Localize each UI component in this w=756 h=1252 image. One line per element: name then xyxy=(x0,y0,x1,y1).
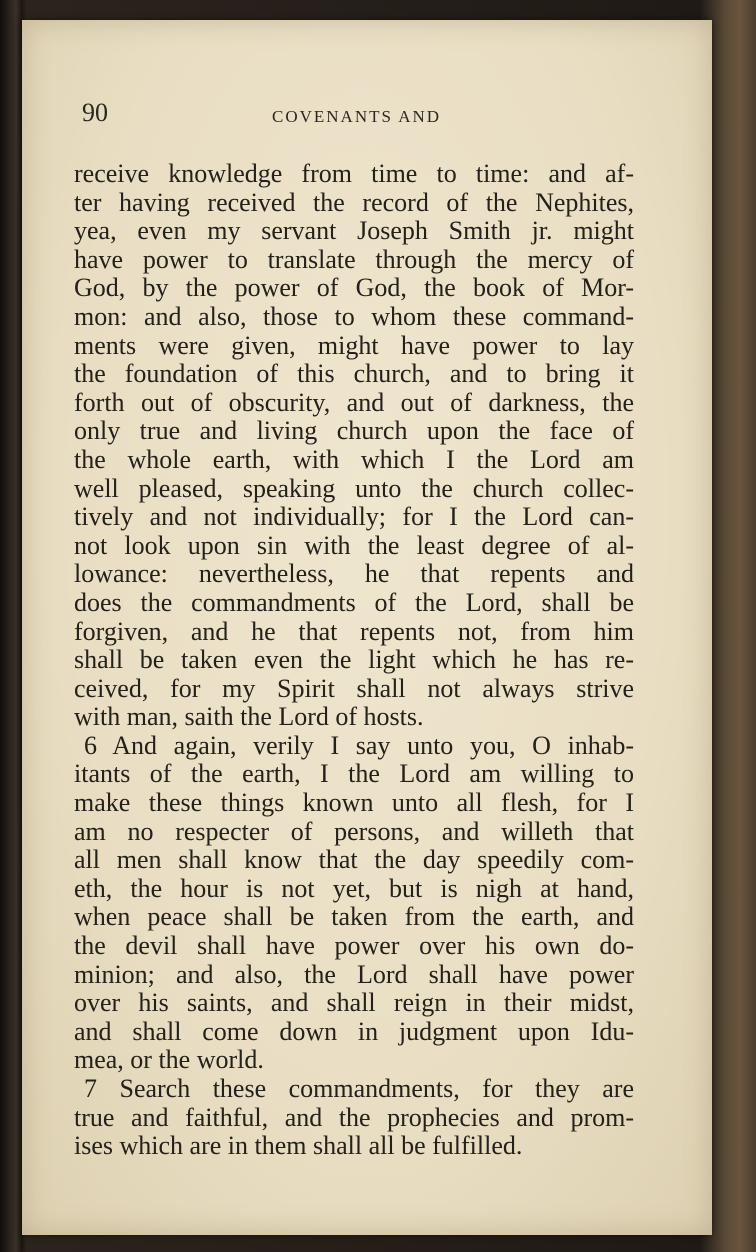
text-line: when peace shall be taken from the earth, and xyxy=(74,902,634,932)
text-line: over his saints, and shall reign in their midst, xyxy=(74,988,634,1018)
verse-start-line: 7 Search these commandments, for they are xyxy=(84,1074,634,1103)
verse-start-line: 6 And again, verily I say unto you, O inhab- xyxy=(84,730,634,760)
text-line: all men shall know that the day speedily com- xyxy=(74,845,634,875)
text-line: yea, even my servant Joseph Smith jr. might xyxy=(74,216,634,246)
book-page xyxy=(22,20,712,1235)
text-line: tively and not individually; for I the Lord can- xyxy=(74,502,634,532)
text-line: mon: and also, those to whom these command- xyxy=(74,301,634,331)
text-line: the devil shall have power over his own do- xyxy=(74,931,634,961)
page-number: 90 xyxy=(82,98,108,127)
text-line: lowance: nevertheless, he that repents and xyxy=(74,559,634,589)
text-line: only true and living church upon the face of xyxy=(74,416,634,446)
text-line: well pleased, speaking unto the church collec- xyxy=(74,473,634,503)
text-line: the foundation of this church, and to bring it xyxy=(74,359,634,389)
text-line: ises which are in them shall all be fulfilled. xyxy=(74,1131,523,1161)
text-line: forgiven, and he that repents not, from him xyxy=(74,616,634,646)
text-line: minion; and also, the Lord shall have power xyxy=(74,959,634,989)
text-line: am no respecter of persons, and willeth that xyxy=(74,816,634,846)
text-line: true and faithful, and the prophecies and prom- xyxy=(74,1102,634,1132)
text-line: not look upon sin with the least degree of al- xyxy=(74,530,634,560)
text-line: forth out of obscurity, and out of darkness, the xyxy=(74,387,634,417)
text-line: with man, saith the Lord of hosts. xyxy=(74,702,424,732)
text-line: make these things known unto all flesh, for I xyxy=(74,788,634,818)
text-line: eth, the hour is not yet, but is nigh at hand, xyxy=(74,873,634,903)
running-head: COVENANTS AND xyxy=(272,107,442,126)
text-line: ceived, for my Spirit shall not always strive xyxy=(74,673,634,703)
text-line: ter having received the record of the Nephites, xyxy=(74,187,634,217)
text-line: ments were given, might have power to lay xyxy=(74,330,634,360)
text-line: God, by the power of God, the book of Mor- xyxy=(74,273,634,303)
text-line: receive knowledge from time to time: and af- xyxy=(74,159,634,188)
text-line: shall be taken even the light which he has re- xyxy=(74,645,634,675)
text-line: mea, or the world. xyxy=(74,1045,264,1075)
text-line: does the commandments of the Lord, shall be xyxy=(74,587,634,617)
text-line: itants of the earth, I the Lord am willing to xyxy=(74,759,634,789)
body-text xyxy=(74,160,634,1161)
page-header xyxy=(82,98,642,138)
text-line: and shall come down in judgment upon Idu- xyxy=(74,1016,634,1046)
text-line: have power to translate through the mercy of xyxy=(74,244,634,274)
text-line: the whole earth, with which I the Lord am xyxy=(74,444,634,474)
